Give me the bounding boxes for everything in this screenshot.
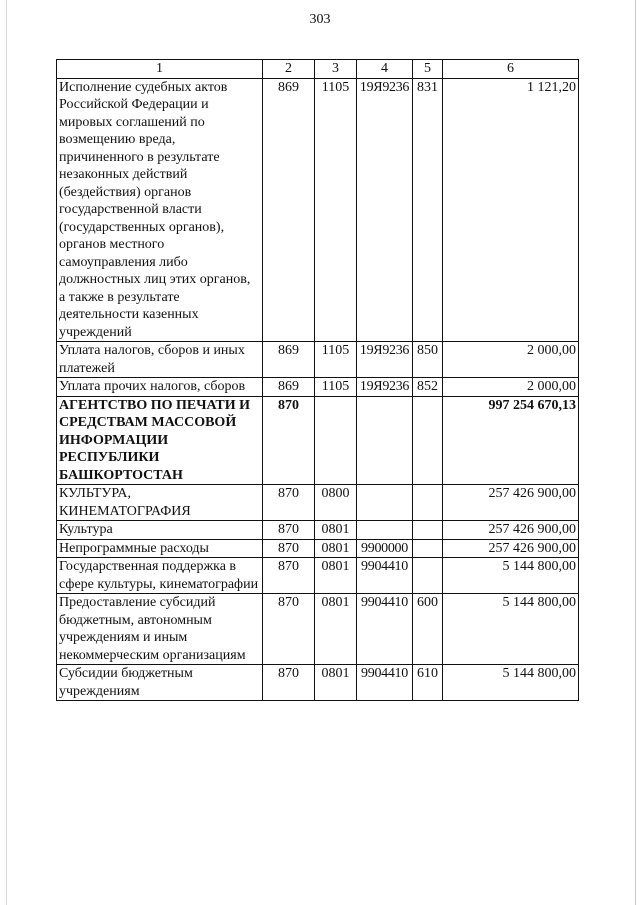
column-header: 1 [57, 60, 263, 79]
target-code [357, 396, 413, 485]
table-row [57, 378, 579, 397]
target-code: 9904410 [357, 594, 413, 665]
ministry-code: 869 [263, 78, 315, 342]
section-code: 1105 [315, 78, 357, 342]
page-number: 303 [309, 12, 331, 27]
page-edge-left [6, 0, 7, 905]
table-row [57, 521, 579, 540]
ministry-code: 870 [263, 485, 315, 521]
target-code: 9900000 [357, 539, 413, 558]
column-header: 2 [263, 60, 315, 79]
row-description: АГЕНТСТВО ПО ПЕЧАТИ И СРЕДСТВАМ МАССОВОЙ ИНФОРМАЦИИ РЕСПУБЛИКИ БАШКОРТОСТАН [57, 396, 263, 485]
amount: 257 426 900,00 [443, 485, 579, 521]
table-row [57, 665, 579, 701]
target-code [357, 485, 413, 521]
amount: 257 426 900,00 [443, 521, 579, 540]
expense-type-code: 610 [413, 665, 443, 701]
table-row [57, 485, 579, 521]
target-code: 19Я9236 [357, 78, 413, 342]
row-description: Непрограммные расходы [57, 539, 263, 558]
row-description: Уплата прочих налогов, сборов [57, 378, 263, 397]
expense-type-code: 850 [413, 342, 443, 378]
row-description: Субсидии бюджетным учреждениям [57, 665, 263, 701]
row-description: Исполнение судебных актов Российской Федерации и мировых соглашений по возмещению вреда, причиненного в результате незаконных действий (бездействия) органов государственной власти (государственных органов), органов местного самоуправления либо должностных лиц этих органов, а также в результате деятельности казенных учреждений [57, 78, 263, 342]
ministry-code: 869 [263, 378, 315, 397]
target-code: 9904410 [357, 558, 413, 594]
table-row [57, 342, 579, 378]
expense-type-code [413, 485, 443, 521]
expense-type-code: 852 [413, 378, 443, 397]
table-row [57, 539, 579, 558]
table-header-row [57, 60, 579, 79]
ministry-code: 870 [263, 665, 315, 701]
section-code: 1105 [315, 378, 357, 397]
row-description: Предоставление субсидий бюджетным, автономным учреждениям и иным некоммерческим организациям [57, 594, 263, 665]
table-row [57, 558, 579, 594]
table-row [57, 594, 579, 665]
expense-type-code: 600 [413, 594, 443, 665]
ministry-code: 870 [263, 396, 315, 485]
amount: 2 000,00 [443, 342, 579, 378]
amount: 5 144 800,00 [443, 558, 579, 594]
expense-type-code [413, 396, 443, 485]
target-code: 9904410 [357, 665, 413, 701]
column-header: 6 [443, 60, 579, 79]
section-code: 0801 [315, 594, 357, 665]
section-code [315, 396, 357, 485]
section-code: 0801 [315, 539, 357, 558]
table-row-agency [57, 396, 579, 485]
column-header: 4 [357, 60, 413, 79]
amount: 1 121,20 [443, 78, 579, 342]
section-code: 0801 [315, 521, 357, 540]
target-code [357, 521, 413, 540]
expense-type-code [413, 539, 443, 558]
ministry-code: 869 [263, 342, 315, 378]
table-row [57, 78, 579, 342]
section-code: 0801 [315, 558, 357, 594]
section-code: 0801 [315, 665, 357, 701]
section-code: 0800 [315, 485, 357, 521]
amount: 5 144 800,00 [443, 594, 579, 665]
ministry-code: 870 [263, 558, 315, 594]
row-description: Уплата налогов, сборов и иных платежей [57, 342, 263, 378]
expense-type-code: 831 [413, 78, 443, 342]
budget-table [56, 59, 579, 701]
target-code: 19Я9236 [357, 378, 413, 397]
column-header: 5 [413, 60, 443, 79]
expense-type-code [413, 558, 443, 594]
ministry-code: 870 [263, 521, 315, 540]
expense-type-code [413, 521, 443, 540]
ministry-code: 870 [263, 594, 315, 665]
amount: 2 000,00 [443, 378, 579, 397]
amount: 5 144 800,00 [443, 665, 579, 701]
section-code: 1105 [315, 342, 357, 378]
row-description: Государственная поддержка в сфере культуры, кинематографии [57, 558, 263, 594]
page-edge-right [635, 0, 636, 905]
column-header: 3 [315, 60, 357, 79]
amount: 997 254 670,13 [443, 396, 579, 485]
row-description: КУЛЬТУРА, КИНЕМАТОГРАФИЯ [57, 485, 263, 521]
target-code: 19Я9236 [357, 342, 413, 378]
ministry-code: 870 [263, 539, 315, 558]
row-description: Культура [57, 521, 263, 540]
amount: 257 426 900,00 [443, 539, 579, 558]
